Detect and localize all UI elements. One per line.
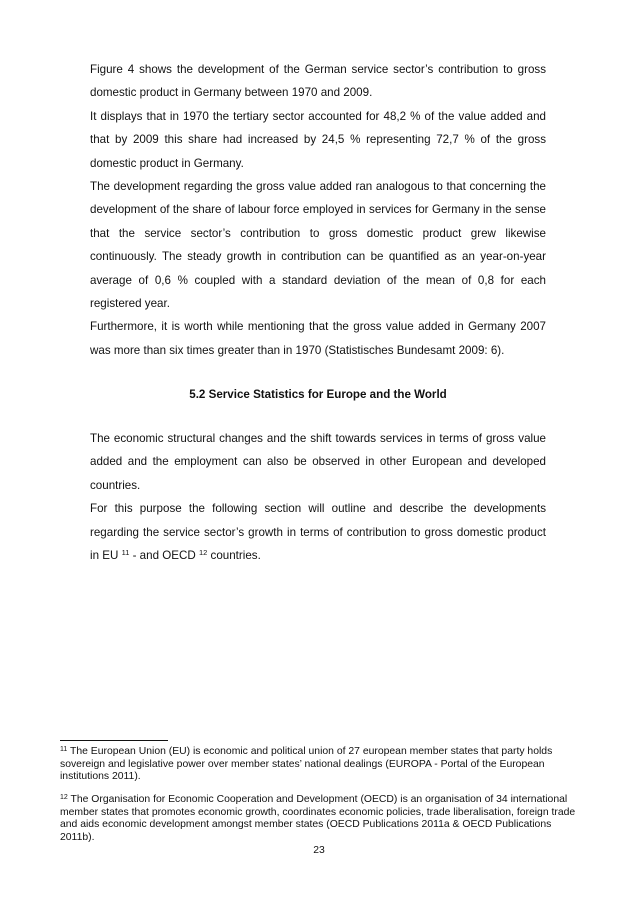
footnote-number: 11: [60, 746, 68, 753]
footnote-reference: 12: [198, 548, 208, 558]
paragraph: Furthermore, it is worth while mentioning that the gross value added in Germany 2007 was more than six times greater than in 1970 (Statistisches Bundesamt 2009: 6).: [90, 320, 546, 357]
footnote-text: The European Union (EU) is economic and political union of 27 european member states that party holds sovereign and legislative power over member states’ national dealings (EUROPA - Portal of the European institutions 2011).: [60, 746, 553, 783]
paragraph: [90, 497, 546, 567]
paragraph-text: - and OECD: [129, 549, 199, 563]
page-number: 23: [313, 845, 325, 856]
body-text-block: [90, 427, 546, 567]
footnote-reference: 11: [121, 548, 130, 558]
footnote-number: 12: [60, 794, 68, 801]
paragraph: Figure 4 shows the development of the German service sector’s contribution to gross domestic product in Germany between 1970 and 2009.: [90, 63, 546, 100]
paragraph: The economic structural changes and the shift towards services in terms of gross value added and the employment can also be observed in other European and developed countries.: [90, 432, 546, 492]
paragraph: The development regarding the gross value added ran analogous to that concerning the development of the share of labour force employed in services for Germany in the sense that the service sector’s contribution to gross domestic product grew likewise continuously. The steady growth in contribution can be quantified as an year-on-year average of 0,6 % coupled with a standard deviation of the mean of 0,8 for each registered year.: [90, 180, 546, 311]
footnote: [60, 746, 578, 784]
paragraph: It displays that in 1970 the tertiary sector accounted for 48,2 % of the value added and that by 2009 this share had increased by 24,5 % representing 72,7 % of the gross domestic product in Germany.: [90, 109, 546, 170]
body-text-block: [90, 58, 546, 362]
footnote-text: The Organisation for Economic Cooperation and Development (OECD) is an organisation of 34 international member states that promotes economic growth, coordinates economic policies, trade liberalisation, foreign trade and aids economic development amongst member states (OECD Publications 2011a & OECD Publications 2011b).: [60, 794, 576, 843]
footnote-separator: [60, 740, 168, 741]
footnote: [60, 794, 578, 844]
paragraph-text: For this purpose the following section will outline and describe the developments regarding the service sector’s growth in terms of contribution to gross domestic product in EU: [90, 502, 546, 563]
paragraph-text: countries.: [207, 549, 261, 563]
section-heading: 5.2 Service Statistics for Europe and the World: [189, 388, 447, 401]
